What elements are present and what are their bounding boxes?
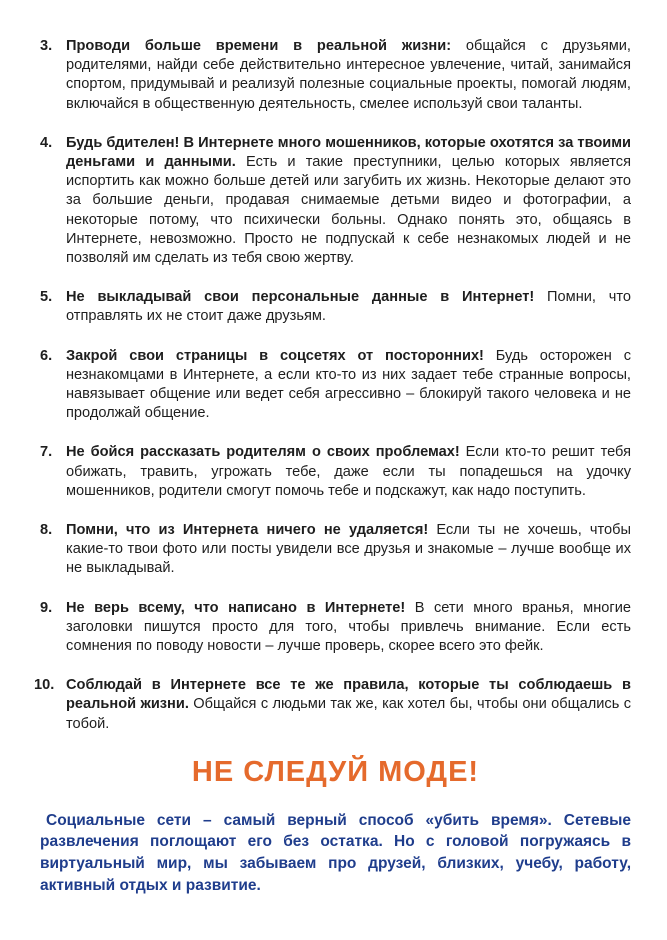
list-item — [40, 37, 631, 114]
item-text: В сети много вранья, многие заголовки пишутся просто для того, чтобы привлечь внимание. Если есть сомнения по поводу новости – лучше проверь, скорее всего это фейк. — [66, 599, 631, 655]
section-heading: НЕ СЛЕДУЙ МОДЕ! — [191, 755, 480, 788]
list-item — [40, 521, 631, 579]
list-item — [40, 288, 631, 326]
list-item — [34, 676, 631, 734]
item-number: 7. — [40, 444, 53, 461]
item-text: Если кто-то решит тебя обижать, травить, угрожать тебе, даже если ты попадешься на удочку мошенников, родители смогут помочь тебе и подскажут, как надо поступить. — [66, 444, 631, 499]
item-number: 8. — [40, 522, 53, 539]
list-item — [40, 599, 631, 657]
item-text: Помни, что отправлять их не стоит даже друзьям. — [66, 289, 631, 325]
item-number: 5. — [40, 289, 53, 306]
item-lead: Помни, что из Интернета ничего не удаляется! — [66, 522, 429, 539]
item-lead: Соблюдай в Интернете все те же правила, которые ты соблюдаешь в реальной жизни. — [66, 677, 631, 713]
item-text: Будь осторожен с незнакомцами в Интернете, а если кто-то из них задает тебе странные вопросы, навязывает общение или ведет себя агрессивно – блокируй такого человека и не продолжай общение. — [66, 347, 631, 422]
item-lead: Не бойся рассказать родителям о своих проблемах! — [66, 444, 460, 461]
item-number: 4. — [40, 134, 53, 151]
item-number: 3. — [40, 38, 53, 54]
item-lead: Не выкладывай свои персональные данные в Интернет! — [66, 289, 535, 306]
item-text: Если ты не хочешь, чтобы какие-то твои фото или посты увидели все друзья и знакомые – лучше вообще их не выкладывай. — [66, 522, 631, 577]
list-item — [40, 443, 631, 501]
item-lead: Будь бдителен! В Интернете много мошенников, которые охотятся за твоими деньгами и данными. — [66, 134, 631, 171]
item-number: 10. — [34, 677, 55, 694]
item-text: общайся с друзьями, родителями, найди себе действительно интересное увлечение, читай, занимайся спортом, придумывай и реализуй полезные социальные проекты, помогай людям, включайся в общественную деятельность, смелее используй свои таланты. — [66, 38, 631, 112]
conclusion-paragraph: Социальные сети – самый верный способ «убить время». Сетевые развлечения поглощают его без остатка. Но с головой погружаясь в виртуальный мир, мы забываем про друзей, близких, учебу, работу, активный отдых и развитие. — [40, 811, 631, 894]
item-text: Есть и такие преступники, целью которых является испортить как можно больше детей или загубить их жизнь. Некоторые делают это за большие деньги, продавая снимаемые детьми видео и фотографии, а некоторые потому, что психически больны. Однако понять это, общаясь в Интернете, невозможно. Просто не подпускай к себе незнакомых людей и не позволяй им сделать из тебя свою жертву. — [66, 154, 631, 267]
list-item — [40, 347, 631, 424]
item-text: Общайся с людьми так же, как хотел бы, чтобы они общались с тобой. — [66, 696, 631, 732]
item-number: 9. — [40, 599, 53, 616]
item-lead: Закрой свои страницы в соцсетях от посторонних! — [66, 347, 484, 364]
tips-list — [34, 37, 631, 734]
item-lead: Проводи больше времени в реальной жизни: — [66, 38, 452, 54]
list-item — [40, 134, 631, 268]
item-number: 6. — [40, 347, 53, 364]
item-lead: Не верь всему, что написано в Интернете! — [66, 599, 406, 616]
